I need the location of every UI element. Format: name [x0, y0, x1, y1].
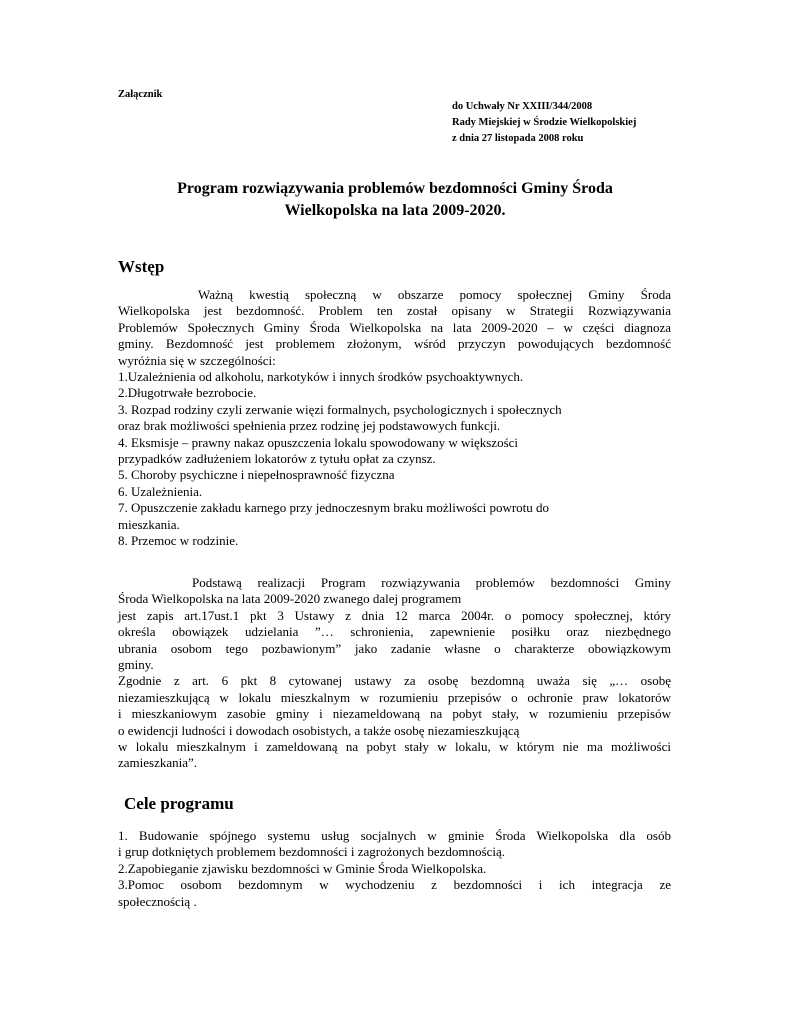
list-item: 1. Budowanie spójnego systemu usług socjalnych w gminie Środa Wielkopolska dla osób	[118, 828, 671, 843]
paragraph-line: gminy. Bezdomność jest problemem złożonym, wśród przyczyn powodujących bezdomność	[118, 336, 671, 352]
paragraph-line: określa obowiązek udzielania ”… schronienia, zapewnienie posiłku oraz niezbędnego	[118, 624, 671, 640]
document-title	[100, 178, 690, 222]
list-item: 8. Przemoc w rodzinie.	[118, 533, 239, 549]
list-item: społecznością .	[118, 893, 197, 909]
resolution-line: do Uchwały Nr XXIII/344/2008	[452, 101, 593, 112]
list-item: 2.Zapobieganie zjawisku bezdomności w Gminie Środa Wielkopolska.	[118, 860, 487, 876]
resolution-reference	[452, 99, 636, 147]
list-item: 2.Długotrwałe bezrobocie.	[118, 385, 257, 401]
paragraph-line: w lokalu mieszkalnym i zameldowaną na pobyt stały w lokalu, w którym nie ma możliwości	[118, 739, 671, 755]
list-item: 5. Choroby psychiczne i niepełnosprawność fizyczna	[118, 467, 395, 483]
goals-heading: Cele programu	[124, 794, 234, 813]
paragraph-line: Ważną kwestią społeczną w obszarze pomocy społecznej Gminy Środa	[198, 287, 671, 302]
goals-section	[118, 828, 671, 910]
paragraph-line: Wielkopolska jest bezdomność. Problem ten został opisany w Strategii Rozwiązywania	[118, 303, 671, 319]
list-item: 7. Opuszczenie zakładu karnego przy jednoczesnym braku możliwości powrotu do	[118, 500, 550, 516]
list-item: przypadków zadłużeniem lokatorów z tytułu opłat za czynsz.	[118, 451, 436, 467]
list-item: 3.Pomoc osobom bezdomnym w wychodzeniu z bezdomności i ich integracja ze	[118, 877, 671, 893]
paragraph-line: i mieszkaniowym zasobie gminy i niezameldowaną na pobyt stały, w rozumieniu przepisów	[118, 706, 671, 722]
title-line: Program rozwiązywania problemów bezdomności Gminy Środa	[177, 180, 613, 197]
list-item: i grup dotkniętych problemem bezdomności i zagrożonych bezdomnością.	[118, 844, 505, 860]
paragraph-line: gminy.	[118, 657, 154, 673]
list-item: 4. Eksmisje – prawny nakaz opuszczenia lokalu spowodowany w większości	[118, 434, 519, 450]
list-item: 6. Uzależnienia.	[118, 483, 203, 499]
paragraph-line: Podstawą realizacji Program rozwiązywania problemów bezdomności Gminy	[192, 575, 671, 590]
paragraph-line: zamieszkania”.	[118, 755, 198, 771]
paragraph-line: wyróżnia się w szczególności:	[118, 352, 276, 368]
list-item: 1.Uzależnienia od alkoholu, narkotyków i innych środków psychoaktywnych.	[118, 369, 524, 385]
intro-heading: Wstęp	[118, 257, 165, 276]
paragraph-line: Problemów Społecznych Gminy Środa Wielkopolska na lata 2009-2020 – w części diagnoza	[118, 319, 671, 335]
list-item: 3. Rozpad rodziny czyli zerwanie więzi formalnych, psychologicznych i społecznych	[118, 401, 562, 417]
intro-section	[118, 287, 671, 550]
paragraph-line: Środa Wielkopolska na lata 2009-2020 zwanego dalej programem	[118, 591, 462, 607]
paragraph-line: o ewidencji ludności i dowodach osobistych, a także osobę niezamieszkującą	[118, 722, 520, 738]
list-item: oraz brak możliwości spełnienia przez rodzinę jej podstawowych funkcji.	[118, 418, 501, 434]
paragraph-line: ubrania osobom tego pozbawionym” jako zadanie własne o charakterze obowiązkowym	[118, 640, 671, 656]
title-line: Wielkopolska na lata 2009-2020.	[284, 202, 506, 219]
paragraph-line: jest zapis art.17ust.1 pkt 3 Ustawy z dnia 12 marca 2004r. o pomocy społecznej, który	[118, 607, 671, 623]
resolution-line: z dnia 27 listopada 2008 roku	[452, 133, 584, 144]
paragraph-line: niezamieszkującą w lokalu mieszkalnym w rozumieniu przepisów o ochronie praw lokatorów	[118, 689, 671, 705]
attachment-label: Załącznik	[118, 89, 163, 100]
resolution-line: Rady Miejskiej w Środzie Wielkopolskiej	[452, 117, 637, 128]
paragraph-line: Zgodnie z art. 6 pkt 8 cytowanej ustawy za osobę bezdomną uważa się „… osobę	[118, 673, 671, 689]
legal-basis-section	[118, 575, 671, 772]
list-item: mieszkania.	[118, 516, 180, 532]
